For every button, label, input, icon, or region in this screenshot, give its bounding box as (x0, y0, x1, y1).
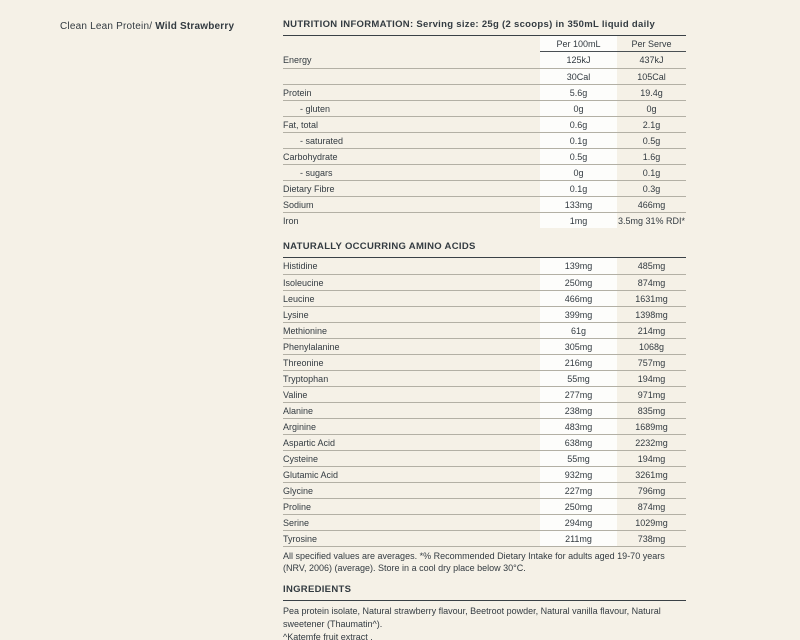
per-100ml-value: 238mg (540, 403, 617, 418)
per-serve-value: 796mg (637, 485, 666, 496)
per-serve-value: 874mg (637, 501, 666, 512)
footnote-text: All specified values are averages. *% Recommended Dietary Intake for adults aged 19-70 years (NRV, 2006) (average). Store in a cool dry place below 30°C. (283, 551, 665, 573)
per-100ml-value: 250mg (540, 275, 617, 290)
table-row (283, 386, 686, 402)
per-serve-value: 1.6g (642, 151, 661, 162)
nutrient-label: Cysteine (283, 453, 319, 464)
table-row (283, 68, 686, 84)
per-100ml-value: 211mg (540, 531, 617, 546)
per-100ml-value: 250mg (540, 499, 617, 514)
per-100ml-value: 30Cal (540, 69, 617, 84)
per-100ml-value: 638mg (540, 435, 617, 450)
per-serve-value: 1631mg (635, 293, 668, 304)
nutrient-label (283, 69, 540, 84)
per-100ml-value: 1mg (540, 213, 617, 228)
nutrient-label: Dietary Fibre (283, 183, 335, 194)
amino-acids-table (283, 258, 686, 547)
amino-acids-title: NATURALLY OCCURRING AMINO ACIDS (283, 241, 686, 258)
per-100ml-value: 61g (540, 323, 617, 338)
per-100ml-value: 0.1g (540, 181, 617, 196)
product-title (60, 21, 234, 32)
table-row (283, 402, 686, 418)
table-row (283, 212, 686, 228)
nutrient-label: Energy (283, 55, 312, 65)
table-row (283, 418, 686, 434)
table-row (283, 466, 686, 482)
nutrient-label: Histidine (283, 261, 318, 271)
nutrient-label: Methionine (283, 325, 328, 336)
table-header-row (283, 36, 686, 52)
nutrient-label: Protein (283, 87, 312, 98)
per-100ml-value: 466mg (540, 291, 617, 306)
nutrient-label: Fat, total (283, 119, 319, 130)
nutrient-label: Glycine (283, 485, 314, 496)
per-serve-value: 1689mg (635, 421, 668, 432)
per-100ml-value: 139mg (540, 258, 617, 274)
table-row (283, 132, 686, 148)
per-serve-value: 757mg (637, 357, 666, 368)
table-row (283, 116, 686, 132)
per-serve-value: 2232mg (635, 437, 668, 448)
table-row (283, 306, 686, 322)
per-serve-value: 194mg (637, 453, 666, 464)
per-100ml-value: 216mg (540, 355, 617, 370)
table-row (283, 84, 686, 100)
table-row (283, 290, 686, 306)
per-serve-value: 437kJ (639, 55, 664, 65)
table-row (283, 322, 686, 338)
per-100ml-value: 0.6g (540, 117, 617, 132)
product-name: Clean Lean Protein/ (60, 21, 153, 32)
table-row (283, 498, 686, 514)
nutrient-label: Glutamic Acid (283, 469, 339, 480)
nutrition-info-title: NUTRITION INFORMATION: Serving size: 25g (2 scoops) in 350mL liquid daily (283, 19, 686, 36)
table-row (283, 514, 686, 530)
table-row (283, 274, 686, 290)
nutrient-label: - gluten (300, 103, 331, 114)
per-100ml-value: 483mg (540, 419, 617, 434)
per-100ml-value: 0g (540, 101, 617, 116)
nutrient-label: Valine (283, 389, 308, 400)
per-serve-value: 105Cal (637, 71, 666, 82)
ingredients-section (283, 584, 686, 640)
nutrient-label: Serine (283, 517, 310, 528)
table-row (283, 482, 686, 498)
table-row (283, 370, 686, 386)
per-serve-value: 2.1g (642, 119, 661, 130)
nutrient-label: Phenylalanine (283, 341, 340, 352)
per-100ml-value: 5.6g (540, 85, 617, 100)
per-serve-value: 738mg (637, 533, 666, 544)
nutrient-label: Tryptophan (283, 373, 329, 384)
ingredients-line-2: ^Katemfe fruit extract . (283, 631, 373, 640)
per-100ml-value: 125kJ (540, 52, 617, 68)
table-row (283, 164, 686, 180)
per-serve-value: 466mg (637, 199, 666, 210)
per-serve-value: 1068g (638, 341, 665, 352)
per-serve-value: 0.3g (642, 183, 661, 194)
table-row (283, 354, 686, 370)
per-100ml-value: 0.5g (540, 149, 617, 164)
table-row (283, 530, 686, 546)
per-serve-value: 194mg (637, 373, 666, 384)
header-spacer (283, 36, 540, 52)
nutrient-label: Sodium (283, 199, 314, 210)
per-serve-value: 1029mg (635, 517, 668, 528)
table-row (283, 100, 686, 116)
nutrient-label: Isoleucine (283, 277, 324, 288)
table-row (283, 180, 686, 196)
per-serve-value: 0g (646, 103, 657, 114)
per-100ml-value: 133mg (540, 197, 617, 212)
per-serve-value: 19.4g (640, 87, 663, 98)
table-row (283, 148, 686, 164)
nutrition-panel (283, 19, 686, 640)
per-serve-value: 3.5mg 31% RDI* (617, 215, 686, 226)
per-serve-value: 0.5g (642, 135, 661, 146)
per-serve-value: 835mg (637, 405, 666, 416)
per-100ml-value: 55mg (540, 371, 617, 386)
per-100ml-value: 277mg (540, 387, 617, 402)
product-variant: Wild Strawberry (155, 21, 235, 32)
nutrient-label: Tyrosine (283, 533, 318, 544)
per-serve-value: 214mg (637, 325, 666, 336)
amino-acids-section (283, 241, 686, 547)
per-serve-value: 971mg (637, 389, 666, 400)
per-100ml-value: 399mg (540, 307, 617, 322)
nutrient-label: Iron (283, 215, 299, 226)
per-100ml-value: 0g (540, 165, 617, 180)
nutrient-label: - sugars (300, 167, 333, 178)
nutrient-label: Alanine (283, 405, 314, 416)
per-100ml-header: Per 100mL (540, 36, 617, 52)
nutrient-label: Lysine (283, 309, 309, 320)
nutrient-label: Aspartic Acid (283, 437, 336, 448)
ingredients-title: INGREDIENTS (283, 584, 686, 601)
table-row (283, 450, 686, 466)
table-row (283, 258, 686, 274)
table-row (283, 196, 686, 212)
per-serve-value: 874mg (637, 277, 666, 288)
nutrient-label: - saturated (300, 135, 344, 146)
per-serve-value: 3261mg (635, 469, 668, 480)
per-serve-header: Per Serve (617, 36, 686, 52)
per-100ml-value: 55mg (540, 451, 617, 466)
nutrient-label: Carbohydrate (283, 151, 338, 162)
table-row (283, 338, 686, 354)
nutrition-table (283, 52, 686, 228)
per-100ml-value: 305mg (540, 339, 617, 354)
nutrient-label: Proline (283, 501, 312, 512)
table-row (283, 434, 686, 450)
per-100ml-value: 227mg (540, 483, 617, 498)
per-100ml-value: 294mg (540, 515, 617, 530)
per-100ml-value: 932mg (540, 467, 617, 482)
per-serve-value: 1398mg (635, 309, 668, 320)
table-row (283, 52, 686, 68)
per-100ml-value: 0.1g (540, 133, 617, 148)
per-serve-value: 0.1g (642, 167, 661, 178)
nutrient-label: Leucine (283, 293, 315, 304)
nutrient-label: Threonine (283, 357, 324, 368)
ingredients-text (283, 605, 686, 640)
ingredients-line-1: Pea protein isolate, Natural strawberry flavour, Beetroot powder, Natural vanilla flavour, Natural sweetener (Thaumatin^). (283, 606, 661, 629)
per-serve-value: 485mg (637, 261, 666, 271)
nutrient-label: Arginine (283, 421, 317, 432)
